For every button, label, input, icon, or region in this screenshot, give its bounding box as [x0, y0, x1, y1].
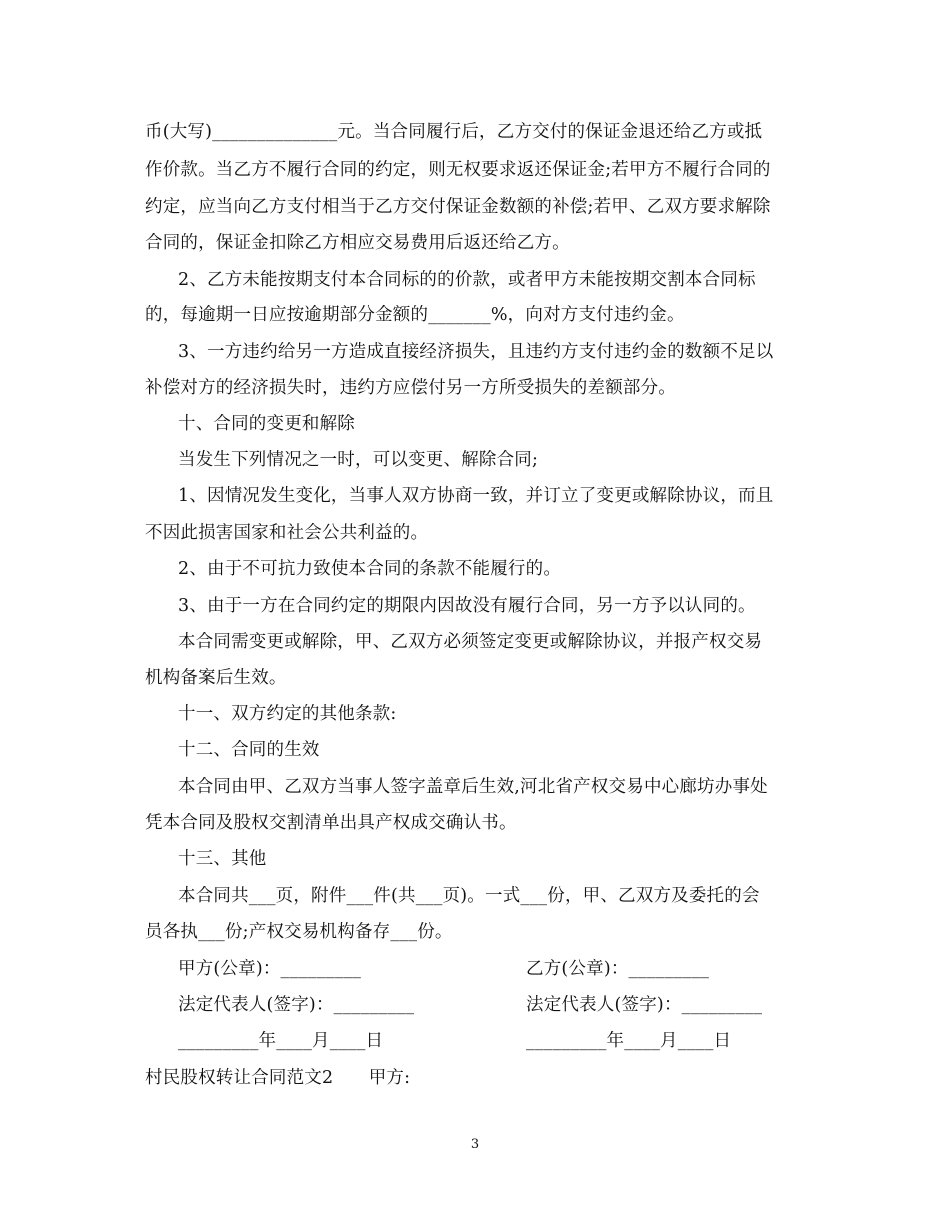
paragraph-line: 本合同由甲、乙双方当事人签字盖章后生效,河北省产权交易中心廊坊办事处	[178, 777, 768, 797]
page-number: 3	[470, 1137, 480, 1152]
paragraph-line: 作价款。当乙方不履行合同的约定，则无权要求返还保证金;若甲方不履行合同的	[145, 160, 771, 180]
paragraph-line: 员各执___份;产权交易机构备存___份。	[145, 922, 453, 942]
paragraph-line: 凭本合同及股权交割清单出具产权成交确认书。	[145, 813, 517, 833]
party-b-seal-line: 乙方(公章)：_________	[526, 959, 710, 979]
party-a-seal-line: 甲方(公章)：_________	[178, 959, 362, 979]
paragraph-line: 本合同共___页，附件___件(共___页)。一式___份，甲、乙双方及委托的会	[178, 886, 760, 906]
paragraph-line: 1、因情况发生变化，当事人双方协商一致，并订立了变更或解除协议，而且	[178, 486, 774, 506]
paragraph-line: 本合同需变更或解除，甲、乙双方必须签定变更或解除协议，并报产权交易	[178, 632, 763, 652]
paragraph-line: 3、一方违约给另一方造成直接经济损失，且违约方支付违约金的数额不足以	[178, 342, 774, 362]
paragraph-line: 不因此损害国家和社会公共利益的。	[145, 523, 429, 543]
next-contract-title: 村民股权转让合同范文2 甲方:	[145, 1068, 411, 1088]
party-b-date-line: _________年____月____日	[526, 1031, 732, 1051]
section-heading: 十二、合同的生效	[178, 740, 320, 760]
paragraph-line: 机构备案后生效。	[145, 668, 287, 688]
party-a-representative-line: 法定代表人(签字)：_________	[178, 995, 415, 1015]
section-heading: 十三、其他	[178, 849, 267, 869]
paragraph-line: 合同的，保证金扣除乙方相应交易费用后返还给乙方。	[145, 233, 570, 253]
paragraph-line: 约定，应当向乙方支付相当于乙方交付保证金数额的补偿;若甲、乙双方要求解除	[145, 197, 771, 217]
paragraph-line: 补偿对方的经济损失时，违约方应偿付另一方所受损失的差额部分。	[145, 378, 676, 398]
paragraph-line: 当发生下列情况之一时，可以变更、解除合同;	[178, 450, 539, 470]
section-heading: 十一、双方约定的其他条款:	[178, 704, 397, 724]
section-heading: 十、合同的变更和解除	[178, 414, 355, 434]
paragraph-line: 3、由于一方在合同约定的期限内因故没有履行合同，另一方予以认同的。	[178, 596, 756, 616]
paragraph-line: 币(大写)______________元。当合同履行后，乙方交付的保证金退还给乙方或抵	[145, 122, 763, 142]
paragraph-line: 2、由于不可抗力致使本合同的条款不能履行的。	[178, 559, 562, 579]
paragraph-line: 2、乙方未能按期支付本合同标的的价款，或者甲方未能按期交割本合同标	[178, 270, 756, 290]
party-b-representative-line: 法定代表人(签字)：_________	[526, 995, 763, 1015]
paragraph-line: 的，每逾期一日应按逾期部分金额的_______%，向对方支付违约金。	[145, 305, 685, 325]
party-a-date-line: _________年____月____日	[178, 1031, 384, 1051]
